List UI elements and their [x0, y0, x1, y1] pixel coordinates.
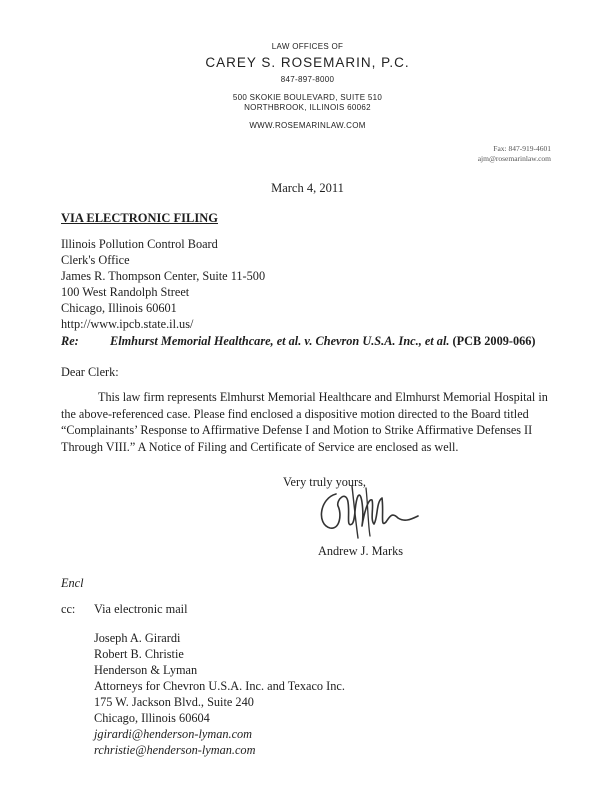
- case-name: Elmhurst Memorial Healthcare, et al. v. Chevron U.S.A. Inc., et al.: [110, 334, 450, 348]
- closing: Very truly yours,: [283, 475, 366, 489]
- fax-number: Fax: 847-919-4601: [493, 144, 551, 153]
- cc-line: 175 W. Jackson Blvd., Suite 240: [94, 695, 254, 709]
- author-email: ajm@rosemarinlaw.com: [477, 154, 551, 163]
- salutation: Dear Clerk:: [61, 365, 119, 379]
- body-line: the above-referenced case. Please find enclosed a dispositive motion directed to the Board titled: [61, 406, 529, 421]
- cc-email: jgirardi@henderson-lyman.com: [94, 727, 253, 741]
- signature-name: Andrew J. Marks: [318, 544, 404, 558]
- cc-line: Robert B. Christie: [94, 647, 184, 661]
- recipient-line: Chicago, Illinois 60601: [61, 301, 177, 315]
- recipient-line: 100 West Randolph Street: [61, 285, 190, 299]
- body-line: This law firm represents Elmhurst Memorial Healthcare and Elmhurst Memorial Hospital in: [98, 390, 548, 404]
- re-subject: [110, 334, 536, 349]
- firm-address-line2: NORTHBROOK, ILLINOIS 60062: [244, 103, 371, 112]
- recipient-line: James R. Thompson Center, Suite 11-500: [61, 269, 266, 283]
- delivery-method-heading: VIA ELECTRONIC FILING: [61, 211, 218, 225]
- cc-method: Via electronic mail: [94, 602, 188, 616]
- cc-line: Chicago, Illinois 60604: [94, 711, 210, 725]
- cc-line: Attorneys for Chevron U.S.A. Inc. and Texaco Inc.: [94, 679, 345, 693]
- cc-recipients: [94, 630, 345, 758]
- body-paragraph: [61, 389, 548, 455]
- letter-date: March 4, 2011: [271, 181, 344, 195]
- cc-email: rchristie@henderson-lyman.com: [94, 743, 256, 757]
- recipient-website: http://www.ipcb.state.il.us/: [61, 317, 194, 331]
- firm-name: CAREY S. ROSEMARIN, P.C.: [205, 55, 410, 70]
- enclosure-note: Encl: [61, 576, 84, 590]
- cc-line: Joseph A. Girardi: [94, 631, 181, 645]
- handwritten-signature: [312, 484, 422, 540]
- law-offices-label: LAW OFFICES OF: [271, 42, 344, 51]
- recipient-address: [61, 236, 265, 332]
- re-label: Re:: [61, 334, 79, 348]
- cc-label: cc:: [61, 602, 76, 616]
- cc-line: Henderson & Lyman: [94, 663, 198, 677]
- firm-address-line1: 500 SKOKIE BOULEVARD, SUITE 510: [232, 93, 383, 102]
- recipient-line: Clerk's Office: [61, 253, 130, 267]
- body-line: Through VIII.” A Notice of Filing and Certificate of Service are enclosed as well.: [61, 439, 459, 454]
- firm-phone: 847-897-8000: [280, 75, 335, 84]
- case-number: (PCB 2009-066): [449, 334, 536, 348]
- body-line: “Complainants’ Response to Affirmative Defense I and Motion to Strike Affirmative Defenses II: [61, 423, 533, 437]
- recipient-line: Illinois Pollution Control Board: [61, 237, 218, 251]
- firm-website: WWW.ROSEMARINLAW.COM: [249, 121, 366, 130]
